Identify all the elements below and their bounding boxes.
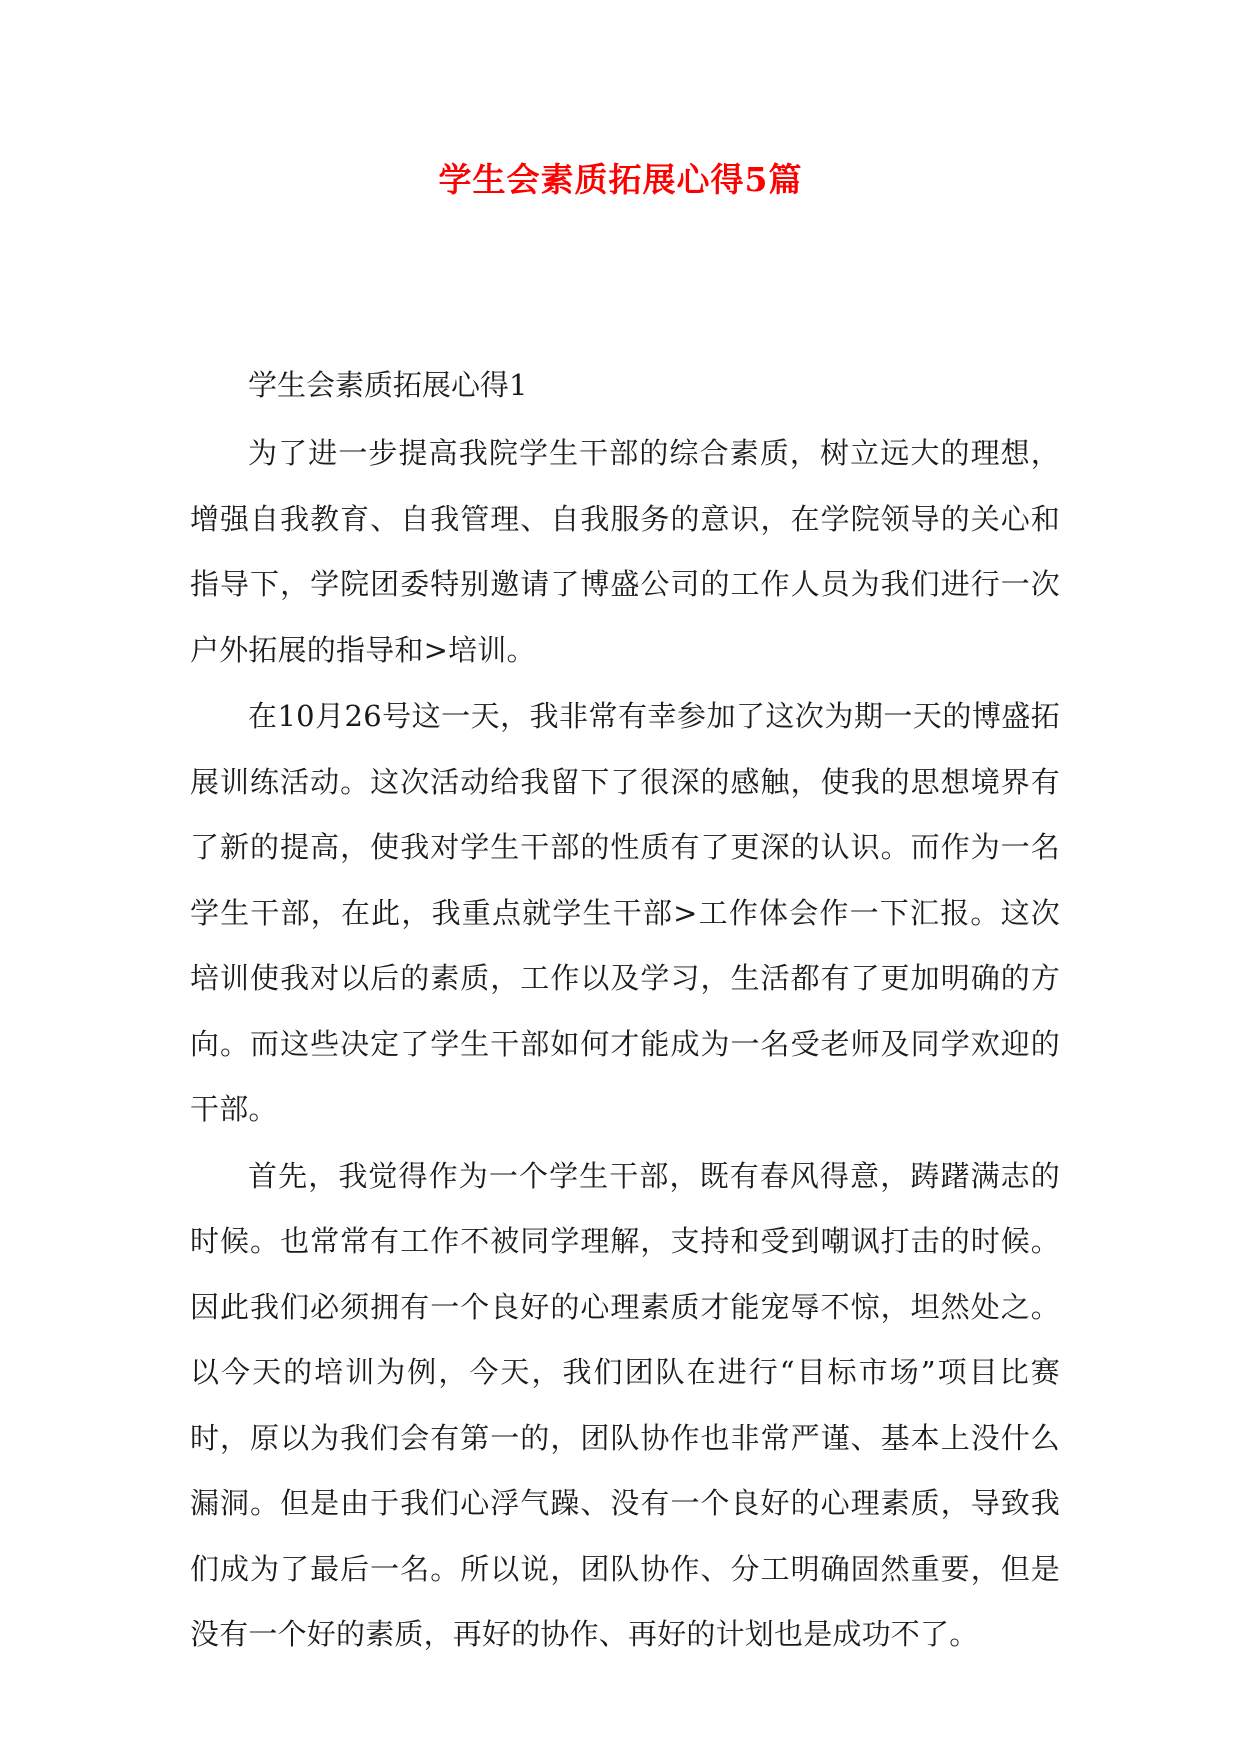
- document-title: 学生会素质拓展心得5篇: [438, 160, 803, 199]
- section-heading: 学生会素质拓展心得1: [248, 368, 528, 402]
- document-body: [190, 355, 1060, 1669]
- paragraph-2: 在10月26号这一天，我非常有幸参加了这次为期一天的博盛拓展训练活动。这次活动给我留下了很深的感触，使我的思想境界有了新的提高，使我对学生干部的性质有了更深的认识。而作为一名学生干部，在此，我重点就学生干部>工作体会作一下汇报。这次培训使我对以后的素质，工作以及学习，生活都有了更加明确的方向。而这些决定了学生干部如何才能成为一名受老师及同学欢迎的干部。: [190, 699, 1060, 1126]
- paragraph-1: 为了进一步提高我院学生干部的综合素质，树立远大的理想，增强自我教育、自我管理、自我服务的意识，在学院领导的关心和指导下，学院团委特别邀请了博盛公司的工作人员为我们进行一次户外拓展的指导和>培训。: [190, 436, 1060, 667]
- paragraph-3: 首先，我觉得作为一个学生干部，既有春风得意，踌躇满志的时候。也常常有工作不被同学理解，支持和受到嘲讽打击的时候。因此我们必须拥有一个良好的心理素质才能宠辱不惊，坦然处之。以今天的培训为例，今天，我们团队在进行“目标市场”项目比赛时，原以为我们会有第一的，团队协作也非常严谨、基本上没什么漏洞。但是由于我们心浮气躁、没有一个良好的心理素质，导致我们成为了最后一名。所以说，团队协作、分工明确固然重要，但是没有一个好的素质，再好的协作、再好的计划也是成功不了。: [190, 1158, 1060, 1651]
